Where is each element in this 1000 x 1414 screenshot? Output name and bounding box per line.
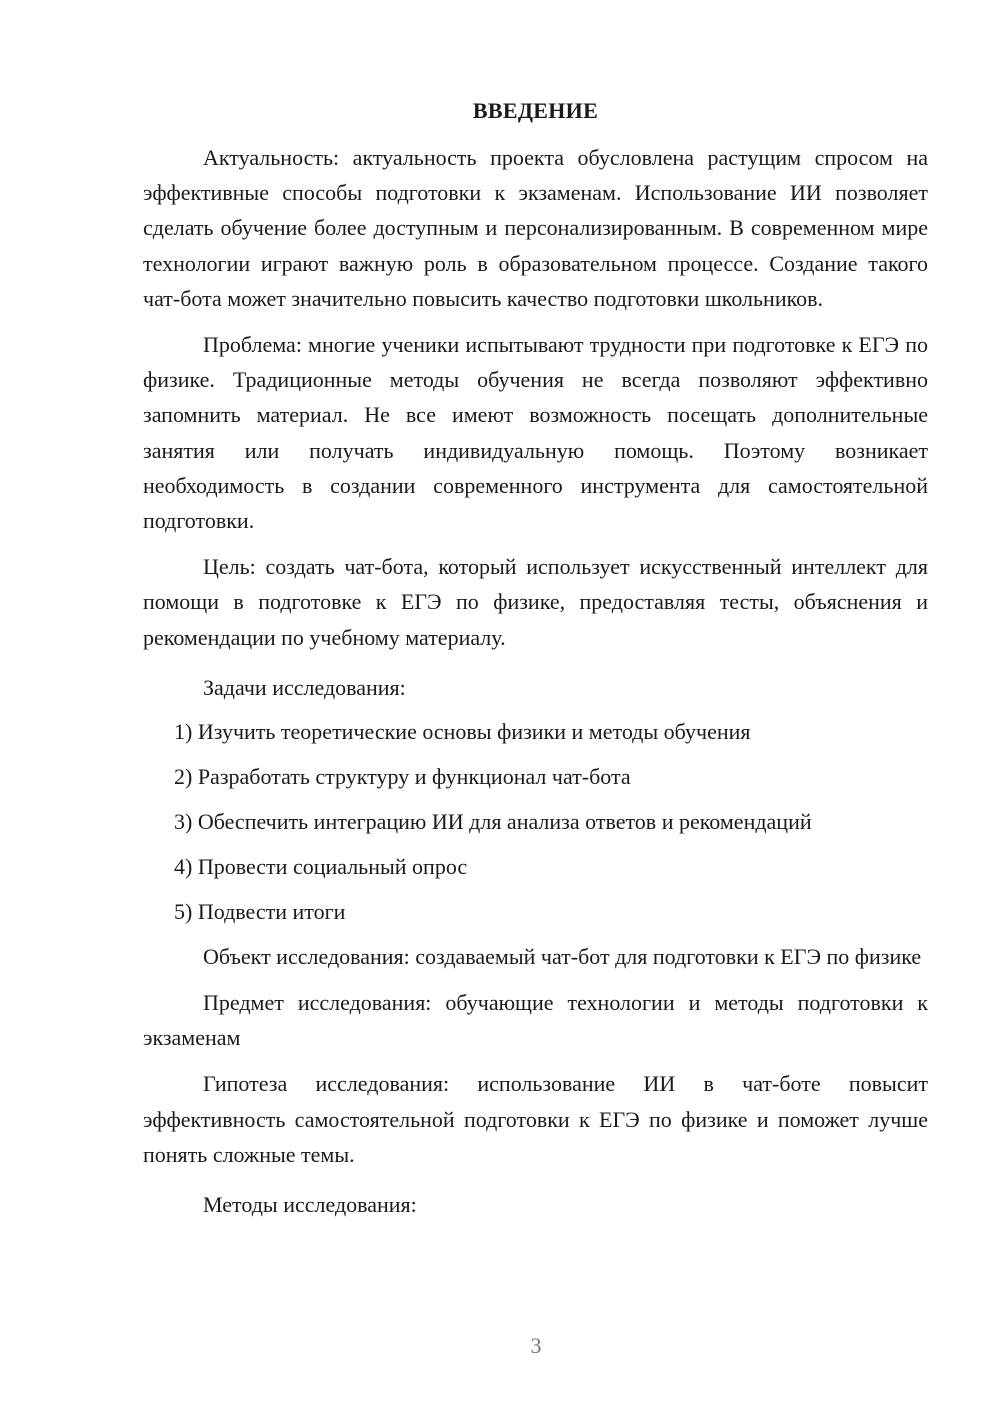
subject-paragraph: Предмет исследования: обучающие технологии и методы подготовки к экзаменам xyxy=(143,990,928,1051)
task-item: 1) Изучить теоретические основы физики и методы обучения xyxy=(174,718,751,744)
tasks-list xyxy=(143,714,928,929)
tasks-label: Задачи исследования: xyxy=(203,674,406,700)
task-item: 4) Провести социальный опрос xyxy=(174,853,468,879)
task-item: 5) Подвести итоги xyxy=(174,898,346,924)
page-number: 3 xyxy=(530,1333,542,1358)
goal-paragraph: Цель: создать чат-бота, который использует искусственный интеллект для помощи в подготовке к ЕГЭ по физике, предоставляя тесты, объяснения и рекомендации по учебному материалу. xyxy=(143,554,928,650)
problem-paragraph: Проблема: многие ученики испытывают трудности при подготовке к ЕГЭ по физике. Традиционные методы обучения не всегда позволяют эффективно запомнить материал. Не все имеют возможность посещать дополнительные занятия или получать индивидуальную помощь. Поэтому возникает необходимость в создании современного инструмента для самостоятельной подготовки. xyxy=(143,332,928,534)
document-page xyxy=(143,96,928,1231)
task-item: 2) Разработать структуру и функционал чат-бота xyxy=(174,763,631,789)
task-item: 3) Обеспечить интеграцию ИИ для анализа ответов и рекомендаций xyxy=(174,808,812,834)
hypothesis-paragraph: Гипотеза исследования: использование ИИ в чат-боте повысит эффективность самостоятельной подготовки к ЕГЭ по физике и поможет лучше понять сложные темы. xyxy=(143,1071,928,1167)
relevance-paragraph: Актуальность: актуальность проекта обусловлена растущим спросом на эффективные способы подготовки к экзаменам. Использование ИИ позволяет сделать обучение более доступным и персонализированным. В современном мире технологии играют важную роль в образовательном процессе. Создание такого чат-бота может значительно повысить качество подготовки школьников. xyxy=(143,145,928,311)
object-paragraph: Объект исследования: создаваемый чат-бот для подготовки к ЕГЭ по физике xyxy=(203,943,922,969)
methods-label: Методы исследования: xyxy=(203,1192,417,1218)
section-title: ВВЕДЕНИЕ xyxy=(472,98,599,123)
